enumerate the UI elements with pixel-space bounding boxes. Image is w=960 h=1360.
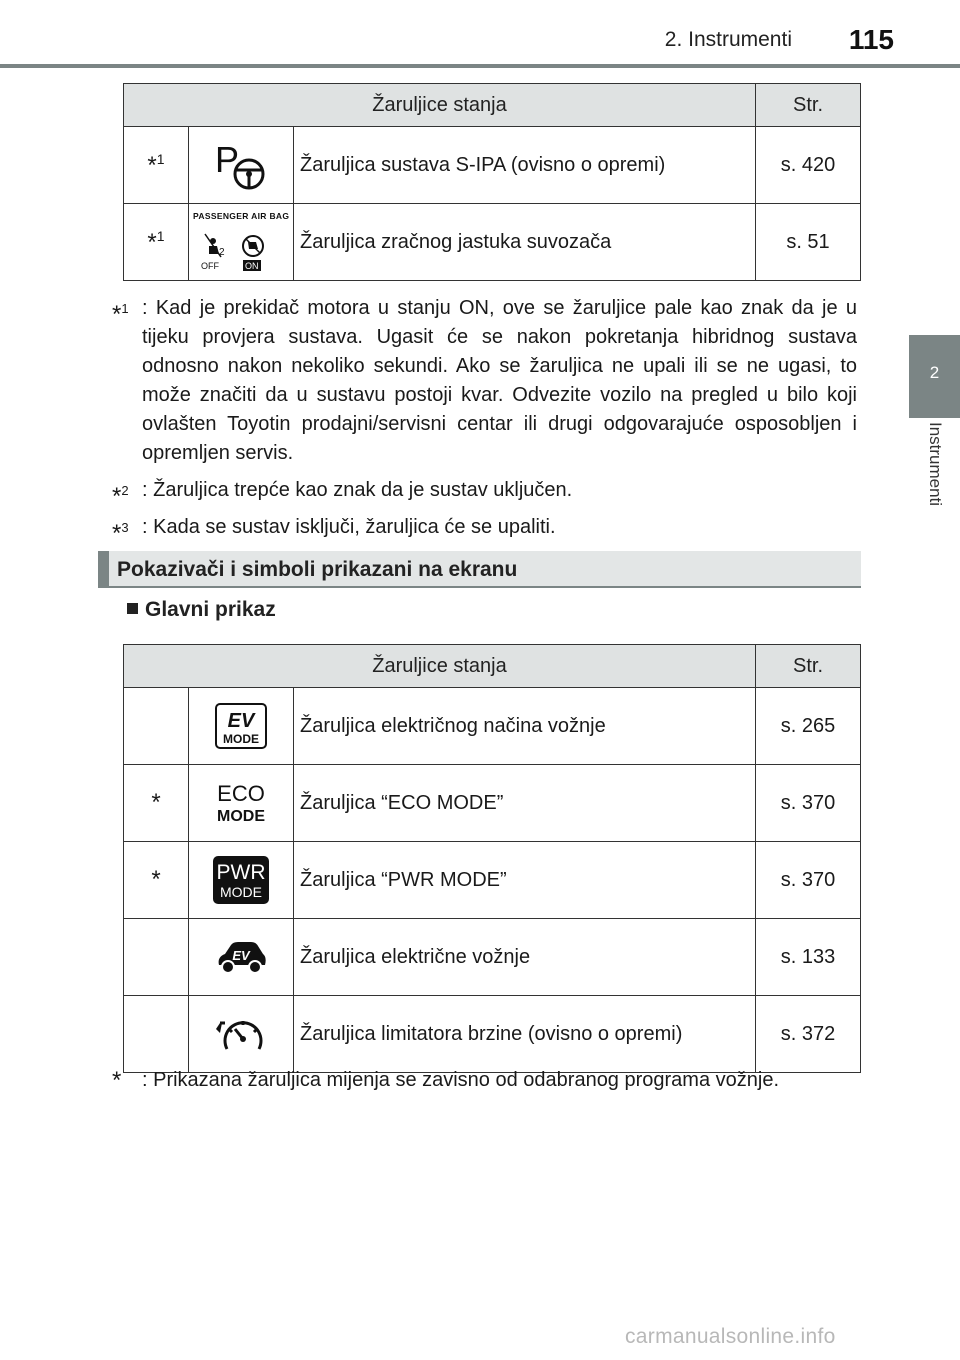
row-page-ref: s. 51 [756,204,861,281]
footnote [112,1066,857,1095]
svg-text:MODE: MODE [217,808,265,825]
footnote-text: : Žaruljica trepće kao znak da je sustav uključen. [142,479,573,501]
s-ipa-parking-icon [189,127,294,204]
row-page-ref: s. 133 [756,919,861,996]
pwr-mode-icon [189,842,294,919]
row-page-ref: s. 372 [756,996,861,1073]
svg-text:EV: EV [227,710,255,732]
row-label: Žaruljica zračnog jastuka suvozača [294,204,756,281]
row-mark [124,688,189,765]
footnote-mark: *$^3$ [112,520,129,547]
row-mark: *$^1$ [124,204,189,281]
svg-text:OFF: OFF [201,261,219,271]
ev-drive-car-icon [189,919,294,996]
footnotes-list [112,294,857,547]
svg-text:P: P [215,139,240,180]
table-row [124,996,861,1073]
row-label: Žaruljica “ECO MODE” [294,765,756,842]
table-row [124,919,861,996]
footnote-mark: *$^2$ [112,483,129,510]
table-row [124,127,861,204]
svg-text:ON: ON [245,261,259,271]
footnote-text: : Kada se sustav isključi, žaruljica će se upaliti. [142,516,556,538]
passenger-airbag-icon [189,204,294,281]
ev-mode-icon [189,688,294,765]
square-bullet-icon [127,603,138,614]
row-page-ref: s. 370 [756,765,861,842]
footnote-mark: * [112,1067,122,1094]
footnote [112,513,857,547]
column-header-page: Str. [756,645,861,688]
row-label: Žaruljica električne vožnje [294,919,756,996]
table-row [124,204,861,281]
row-mark: * [124,842,189,919]
footnote-text: : Kad je prekidač motora u stanju ON, ove se žaruljice pale kao znak da je u tijeku provjera sustava. Ugasit će se nakon pokretanja hibridnog sustava odnosno nakon nekoliko sekundi. Ako se žaruljica ne upali ili se ne ugasi, to može značiti da u sustavu postoji kvar. Odvezite vozilo na pregled u bilo koji ovlašten Toyotin prodajni/servisni centar ili drugi odgovarajuće osposobljen i opremljen servis. [142,297,857,464]
svg-text:EV: EV [232,948,250,963]
row-page-ref: s. 370 [756,842,861,919]
header-rule [0,64,960,68]
indicator-table-1 [123,83,861,281]
column-header-page: Str. [756,84,861,127]
svg-text:2: 2 [219,247,225,258]
footnote-text: : Prikazana žaruljica mijenja se zavisno od odabranog programa vožnje. [142,1069,780,1091]
row-label: Žaruljica električnog načina vožnje [294,688,756,765]
section-heading: Pokazivači i simboli prikazani na ekranu [98,551,861,588]
speed-limiter-icon [189,996,294,1073]
column-header-lamps: Žaruljice stanja [124,645,756,688]
footnote-mark: *$^1$ [112,301,129,328]
page-number: 115 [848,24,894,55]
page-header [0,0,960,66]
table-header-row [124,84,861,127]
footnote [112,294,857,468]
eco-mode-icon [189,765,294,842]
svg-text:MODE: MODE [223,732,259,746]
chapter-tab-label: Instrumenti [926,422,945,507]
row-page-ref: s. 420 [756,127,861,204]
row-mark: * [124,765,189,842]
subheading: Glavni prikaz [127,598,276,622]
svg-text:PWR: PWR [216,861,266,884]
row-mark: *$^1$ [124,127,189,204]
section-title: 2. Instrumenti [664,28,792,51]
column-header-lamps: Žaruljice stanja [124,84,756,127]
table-row [124,765,861,842]
row-page-ref: s. 265 [756,688,861,765]
row-label: Žaruljica “PWR MODE” [294,842,756,919]
row-mark [124,919,189,996]
indicator-table-2 [123,644,861,1073]
svg-text:ECO: ECO [217,781,265,806]
table-row [124,842,861,919]
svg-text:PASSENGER AIR BAG: PASSENGER AIR BAG [193,211,289,221]
svg-text:MODE: MODE [220,884,262,900]
row-label: Žaruljica sustava S-IPA (ovisno o opremi) [294,127,756,204]
table-row [124,688,861,765]
footnote-drive-mode [112,1066,857,1095]
chapter-tab: 2 [909,335,960,418]
watermark: carmanualsonline.info [625,1325,836,1348]
row-mark [124,996,189,1073]
footnote [112,476,857,510]
table-header-row [124,645,861,688]
row-label: Žaruljica limitatora brzine (ovisno o opremi) [294,996,756,1073]
